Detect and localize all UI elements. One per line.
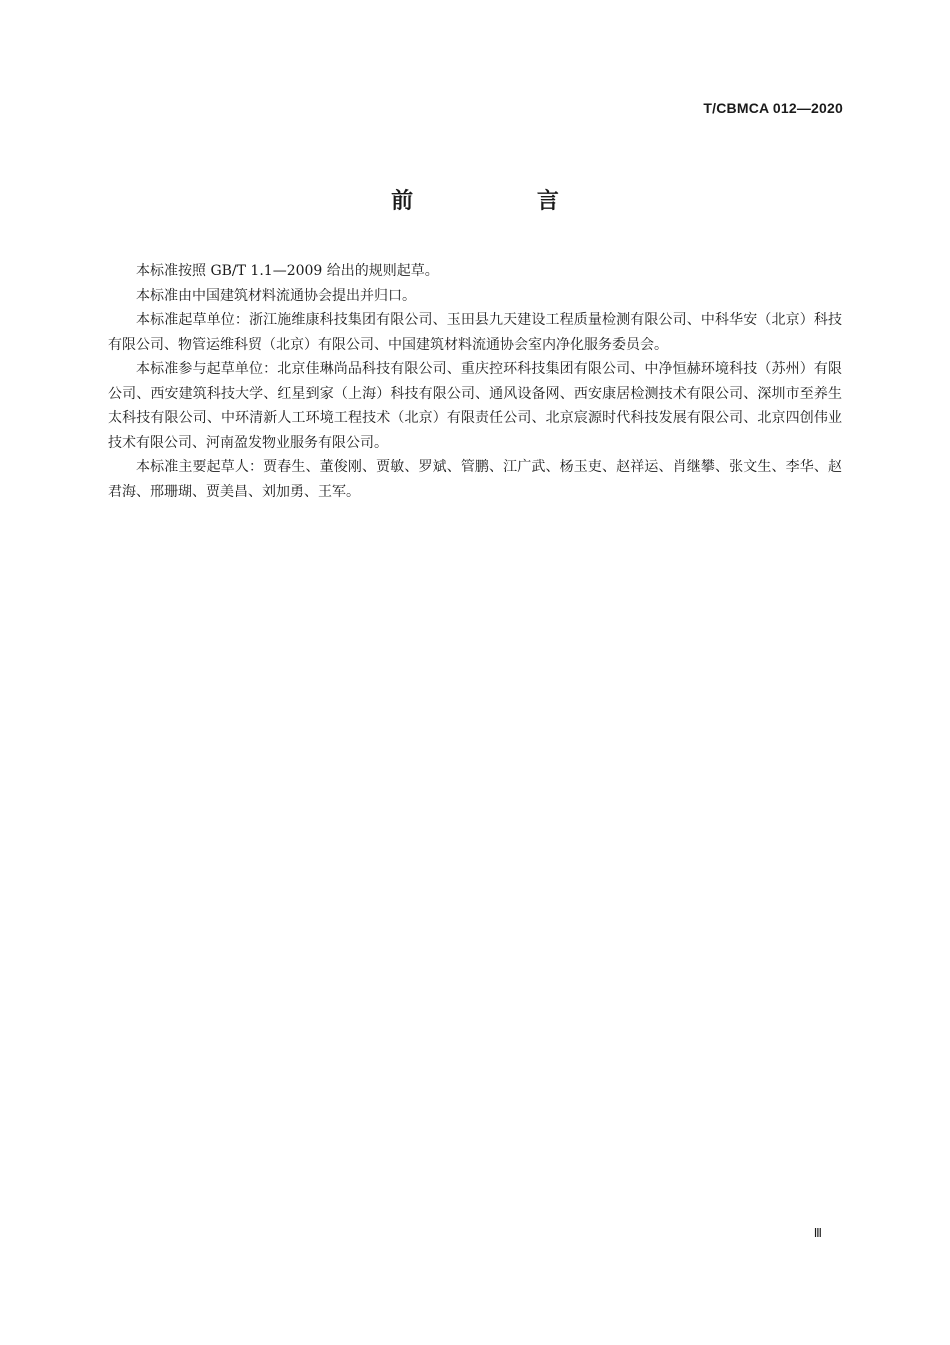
paragraph-main-drafters: 本标准主要起草人：贾春生、董俊刚、贾敏、罗斌、管鹏、江广武、杨玉吏、赵祥运、肖继攀、张文生、李华、赵君海、邢珊瑚、贾美昌、刘加勇、王军。: [108, 459, 842, 500]
paragraph-drafting-rules: 本标准按照 GB/T 1.1—2009 给出的规则起草。: [136, 263, 439, 279]
paragraph-proposer: 本标准由中国建筑材料流通协会提出并归口。: [136, 287, 416, 304]
foreword-body: [108, 259, 842, 504]
page-number: Ⅲ: [813, 1226, 822, 1240]
paragraph-participating-units: 本标准参与起草单位：北京佳琳尚品科技有限公司、重庆控环科技集团有限公司、中净恒赫环境科技（苏州）有限公司、西安建筑科技大学、红星到家（上海）科技有限公司、通风设备网、西安康居检测技术有限公司、深圳市至养生太科技有限公司、中环清新人工环境工程技术（北京）有限责任公司、北京宸源时代科技发展有限公司、北京四创伟业技术有限公司、河南盈发物业服务有限公司。: [108, 361, 842, 451]
paragraph-drafting-units: 本标准起草单位：浙江施维康科技集团有限公司、玉田县九天建设工程质量检测有限公司、中科华安（北京）科技有限公司、物管运维科贸（北京）有限公司、中国建筑材料流通协会室内净化服务委员会。: [108, 312, 842, 353]
page-title: 前 言: [391, 189, 617, 214]
standard-code: T/CBMCA 012—2020: [703, 100, 843, 116]
